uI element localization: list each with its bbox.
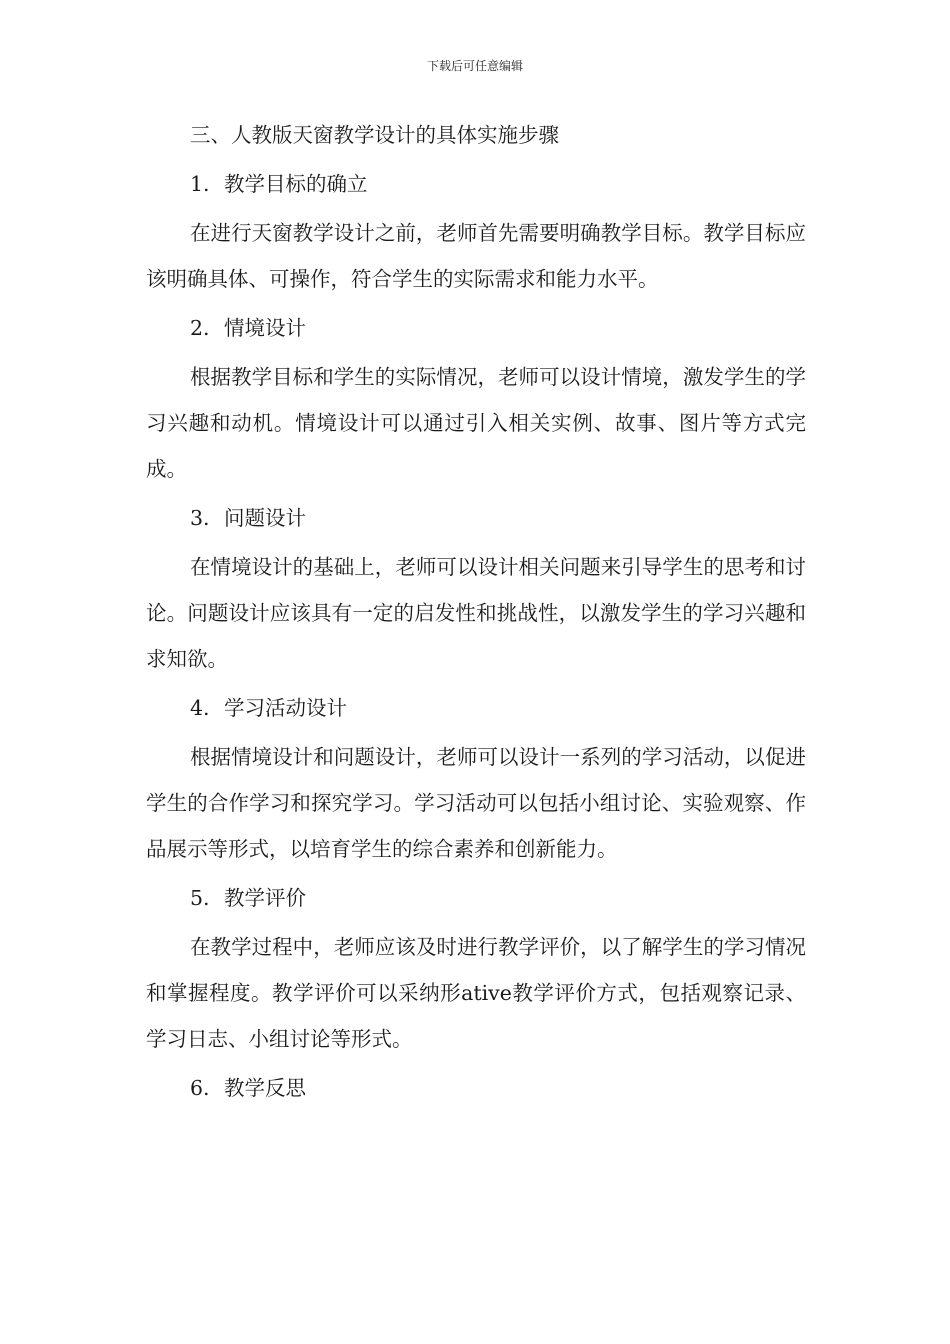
step-2-body: 根据教学目标和学生的实际情况，老师可以设计情境，激发学生的学习兴趣和动机。情境设计可以通过引入相关实例、故事、图片等方式完成。 [146,365,806,481]
step-5-title: 教学评价 [224,886,306,910]
step-6-heading [146,1065,806,1111]
step-6-number: 6. [190,1076,210,1100]
step-6-title: 教学反思 [224,1076,306,1100]
step-4-title: 学习活动设计 [224,696,347,720]
step-5-body: 在教学过程中，老师应该及时进行教学评价，以了解学生的学习情况和掌握程度。教学评价可以采纳形ative教学评价方式，包括观察记录、学习日志、小组讨论等形式。 [146,935,806,1051]
step-3-body: 在情境设计的基础上，老师可以设计相关问题来引导学生的思考和讨论。问题设计应该具有一定的启发性和挑战性，以激发学生的学习兴趣和求知欲。 [146,555,806,671]
step-5-number: 5. [190,886,210,910]
step-1-number: 1. [190,172,210,196]
step-5-heading [146,875,806,921]
page-header: 下载后可任意编辑 [426,59,523,73]
step-3-number: 3. [190,506,210,530]
step-2-title: 情境设计 [224,316,306,340]
step-4-body: 根据情境设计和问题设计，老师可以设计一系列的学习活动，以促进学生的合作学习和探究学习。学习活动可以包括小组讨论、实验观察、作品展示等形式，以培育学生的综合素养和创新能力。 [146,745,806,861]
step-4-number: 4. [190,696,210,720]
step-3-heading [146,495,806,541]
step-3-title: 问题设计 [224,506,306,530]
document-body [146,112,806,1114]
step-1-title: 教学目标的确立 [224,172,368,196]
step-2-heading [146,305,806,351]
step-1-body: 在进行天窗教学设计之前，老师首先需要明确教学目标。教学目标应该明确具体、可操作，符合学生的实际需求和能力水平。 [146,221,806,291]
step-1-heading [146,161,806,207]
step-4-heading [146,685,806,731]
section-title: 三、人教版天窗教学设计的具体实施步骤 [190,123,559,147]
step-2-number: 2. [190,316,210,340]
